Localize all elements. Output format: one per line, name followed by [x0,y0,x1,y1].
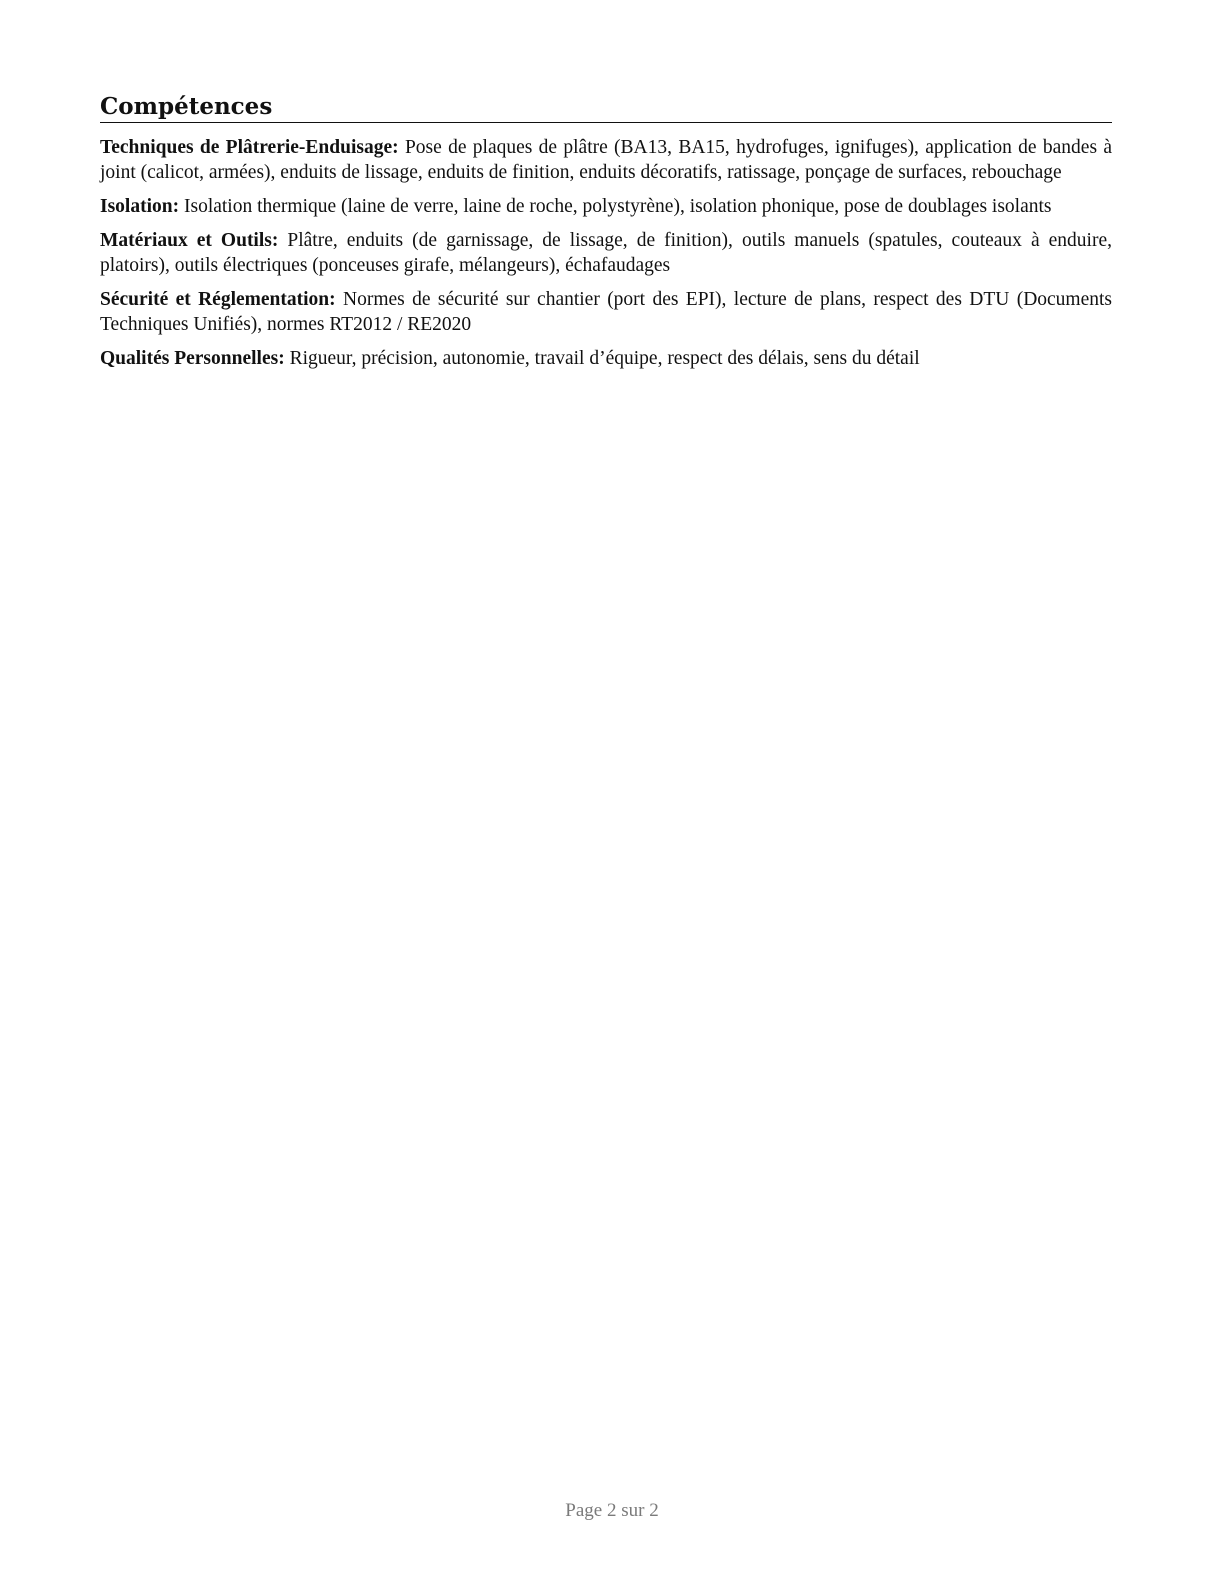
skills-list [100,135,1112,371]
section-title-competences: Compétences [100,92,1112,123]
page-number-footer: Page 2 sur 2 [565,1500,659,1521]
skill-text: Normes de sécurité sur chantier (port des EPI), lecture de plans, respect des DTU (Documents Techniques Unifiés), normes RT2012 / RE2020 [100,289,1113,335]
skill-label: Sécurité et Réglementation: [100,289,336,310]
skill-item-materiaux [100,228,1112,278]
skill-text: Pose de plaques de plâtre (BA13, BA15, hydrofuges, ignifuges), application de bandes à joint (calicot, armées), enduits de lissage, enduits de finition, enduits décoratifs, ratissage, ponçage de surfaces, rebouchage [100,137,1112,183]
skill-text: Rigueur, précision, autonomie, travail d’équipe, respect des délais, sens du détail [289,348,920,369]
skill-label: Matériaux et Outils: [100,230,279,251]
skill-label: Techniques de Plâtrerie-Enduisage: [100,137,399,158]
skill-item-isolation [100,194,1112,219]
skill-text: Plâtre, enduits (de garnissage, de lissage, de finition), outils manuels (spatules, couteaux à enduire, platoirs), outils électriques (ponceuses girafe, mélangeurs), échafaudages [100,230,1112,276]
skill-label: Isolation: [100,196,180,217]
skill-item-securite [100,287,1112,337]
skill-label: Qualités Personnelles: [100,348,285,369]
skill-item-qualites [100,346,1112,371]
skill-item-platrerie [100,135,1112,185]
skill-text: Isolation thermique (laine de verre, laine de roche, polystyrène), isolation phonique, pose de doublages isolants [183,196,1052,217]
page-content [100,92,1112,380]
